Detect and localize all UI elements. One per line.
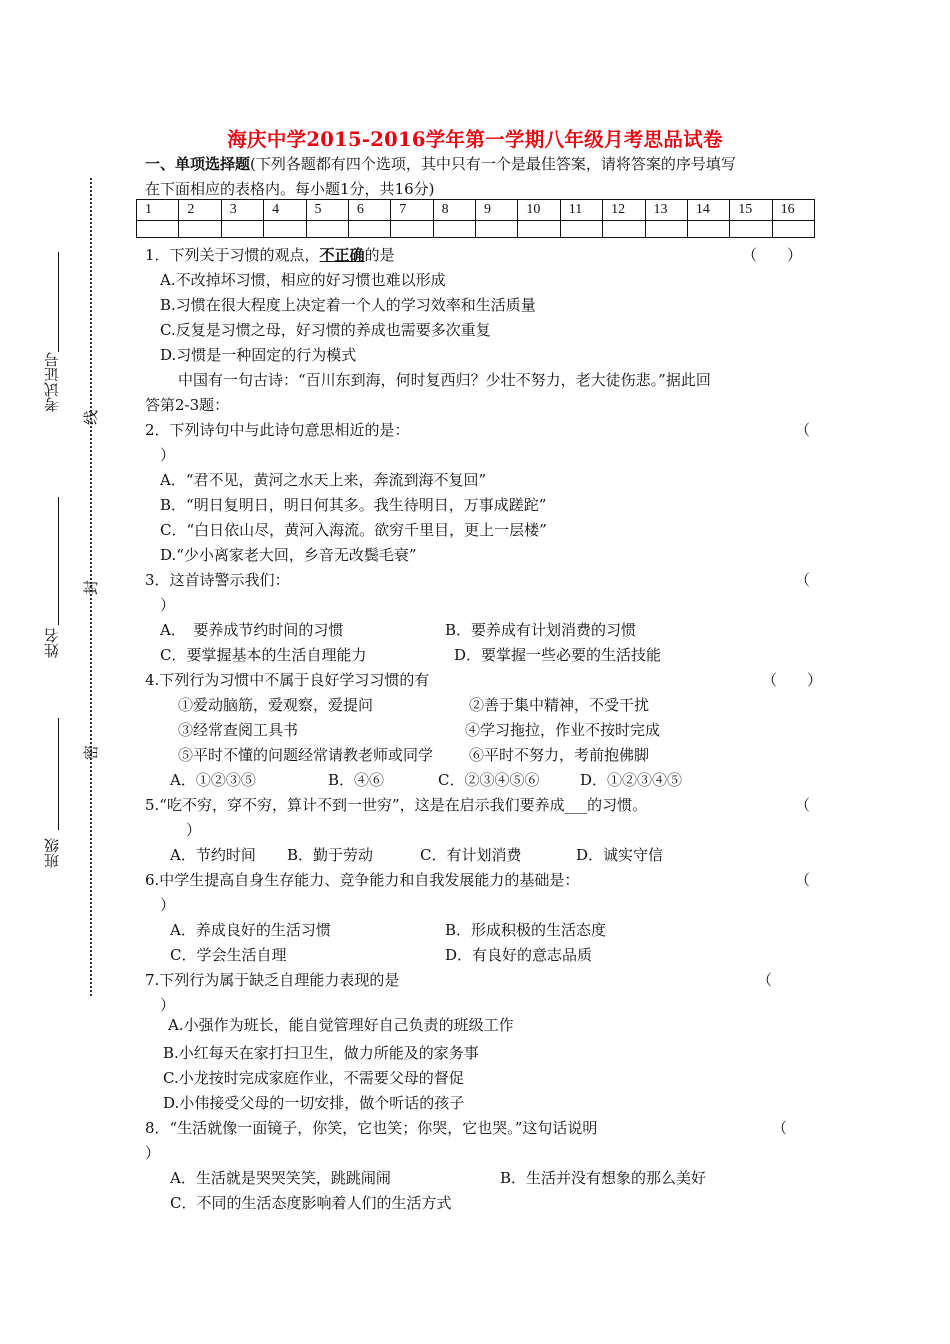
answer-cell[interactable] (221, 221, 263, 238)
q8-option-b: B．生活并没有想象的那么美好 (500, 1169, 707, 1187)
instruction-text-b: 在下面相应的表格内。每小题1分，共16分) (145, 180, 435, 198)
answer-number: 1 (137, 200, 179, 221)
question-6-paren-close: ） (160, 896, 176, 914)
answer-number: 10 (518, 200, 560, 221)
answer-number: 13 (645, 200, 687, 221)
answer-number: 15 (730, 200, 772, 221)
q1-stem-part: 1．下列关于习惯的观点， (145, 246, 320, 264)
seal-secret-label: 密 (83, 744, 98, 762)
question-1-stem (145, 245, 395, 265)
answer-cell[interactable] (645, 221, 687, 238)
question-4-paren: （ ） (762, 671, 823, 689)
class-underline (58, 718, 59, 830)
q7-option-d: D.小伟接受父母的一切安排，做个听话的孩子 (163, 1094, 465, 1112)
answer-table-header-row (137, 200, 815, 221)
q1-option-a: A.不改掉坏习惯，相应的好习惯也难以形成 (160, 271, 446, 289)
answer-table-blank-row (137, 221, 815, 238)
answer-cell[interactable] (306, 221, 348, 238)
question-6-paren-open: （ (795, 871, 811, 889)
q3-option-d: D．要掌握一些必要的生活技能 (454, 646, 662, 664)
answer-cell[interactable] (179, 221, 221, 238)
question-8-paren-open: （ (772, 1119, 788, 1137)
question-6-stem: 6.中学生提高自身生存能力、竞争能力和自我发展能力的基础是： (145, 871, 580, 889)
question-5-paren-close: ） (186, 821, 202, 839)
question-8-paren-close: ） (145, 1144, 161, 1162)
q4-item-1: ①爱动脑筋，爱观察，爱提问 (178, 696, 374, 714)
question-5-paren-open: （ (795, 796, 811, 814)
q6-option-a: A．养成良好的生活习惯 (170, 921, 331, 939)
answer-cell[interactable] (518, 221, 560, 238)
poem-intro-b: 答第2-3题： (145, 396, 230, 414)
q2-option-a: A．“君不见，黄河之水天上来，奔流到海不复回” (160, 471, 487, 489)
q3-option-b: B．要养成有计划消费的习惯 (445, 621, 637, 639)
q4-item-4: ④学习拖拉，作业不按时完成 (465, 721, 661, 739)
question-4-stem: 4.下列行为习惯中不属于良好学习习惯的有 (145, 671, 430, 689)
question-2-paren-open: （ (795, 421, 811, 439)
q6-option-b: B．形成积极的生活态度 (445, 921, 607, 939)
q5-option-a: A．节约时间 (170, 846, 256, 864)
answer-number: 12 (603, 200, 645, 221)
question-3-stem: 3．这首诗警示我们： (145, 571, 290, 589)
q5-option-c: C．有计划消费 (420, 846, 522, 864)
q4-option-a: A．①②③⑤ (170, 771, 256, 789)
answer-number: 6 (348, 200, 390, 221)
answer-number: 14 (687, 200, 729, 221)
answer-cell[interactable] (687, 221, 729, 238)
name-label: 姓名 (43, 628, 61, 658)
question-7-paren-close: ） (160, 996, 176, 1014)
exam-title: 海庆中学2015-2016学年第一学期八年级月考思品试卷 (227, 128, 723, 151)
answer-cell[interactable] (603, 221, 645, 238)
q4-item-3: ③经常查阅工具书 (178, 721, 299, 739)
q4-option-c: C．②③④⑤⑥ (438, 771, 540, 789)
question-2-paren-close: ） (160, 446, 176, 464)
q5-option-d: D．诚实守信 (576, 846, 664, 864)
section-instruction (145, 152, 825, 202)
answer-cell[interactable] (476, 221, 518, 238)
class-label: 班级 (43, 838, 61, 868)
question-2-stem: 2．下列诗句中与此诗句意思相近的是： (145, 421, 410, 439)
q8-option-c: C．不同的生活态度影响着人们的生活方式 (170, 1194, 452, 1212)
q7-option-a: A.小强作为班长，能自觉管理好自己负责的班级工作 (168, 1016, 514, 1034)
q1-option-d: D.习惯是一种固定的行为模式 (160, 346, 357, 364)
question-7-stem: 7.下列行为属于缺乏自理能力表现的是 (145, 971, 400, 989)
answer-cell[interactable] (348, 221, 390, 238)
question-1-paren: （ ） (742, 246, 803, 264)
answer-cell[interactable] (137, 221, 179, 238)
answer-cell[interactable] (730, 221, 772, 238)
answer-number: 3 (221, 200, 263, 221)
question-5-stem: 5.“吃不穷，穿不穷，算计不到一世穷”，这是在启示我们要养成___的习惯。 (145, 796, 648, 814)
q3-option-c: C．要掌握基本的生活自理能力 (160, 646, 367, 664)
answer-table (136, 199, 815, 238)
poem-intro-a: 中国有一句古诗：“百川东到海，何时复西归？少壮不努力，老大徒伤悲。”据此回 (178, 371, 711, 389)
exam-id-underline (58, 252, 59, 352)
q1-option-b: B.习惯在很大程度上决定着一个人的学习效率和生活质量 (160, 296, 536, 314)
answer-number: 2 (179, 200, 221, 221)
seal-seal-label: 封 (83, 579, 98, 597)
q4-item-6: ⑥平时不努力，考前抱佛脚 (469, 746, 650, 764)
answer-number: 8 (433, 200, 475, 221)
q2-option-c: C．“白日依山尽，黄河入海流。欲穷千里目，更上一层楼” (160, 521, 547, 539)
answer-number: 16 (772, 200, 814, 221)
question-3-paren-open: （ (795, 571, 811, 589)
q1-stem-part: 的是 (364, 246, 395, 264)
section-heading: 一、单项选择题 (145, 155, 251, 173)
answer-cell[interactable] (772, 221, 814, 238)
q1-stem-emphasis: 不正确 (319, 246, 365, 264)
exam-id-label: 考试证号 (43, 352, 61, 412)
question-3-paren-close: ） (160, 596, 176, 614)
question-7-paren-open: （ (757, 971, 773, 989)
q7-option-c: C.小龙按时完成家庭作业，不需要父母的督促 (163, 1069, 464, 1087)
answer-cell[interactable] (560, 221, 602, 238)
q2-option-b: B．“明日复明日，明日何其多。我生待明日，万事成蹉跎” (160, 496, 547, 514)
name-underline (58, 497, 59, 625)
q6-option-c: C．学会生活自理 (170, 946, 287, 964)
q4-option-b: B．④⑥ (328, 771, 385, 789)
q4-option-d: D．①②③④⑤ (580, 771, 683, 789)
answer-number: 7 (391, 200, 433, 221)
seal-line-label: 线 (83, 409, 98, 427)
q7-option-b: B.小红每天在家打扫卫生，做力所能及的家务事 (163, 1044, 479, 1062)
answer-cell[interactable] (391, 221, 433, 238)
q3-option-a: A． 要养成节约时间的习惯 (160, 621, 344, 639)
instruction-text-a: (下列各题都有四个选项，其中只有一个是最佳答案，请将答案的序号填写 (250, 155, 736, 173)
answer-number: 9 (476, 200, 518, 221)
answer-cell[interactable] (433, 221, 475, 238)
q2-option-d: D.“少小离家老大回，乡音无改鬓毛衰” (160, 546, 417, 564)
q5-option-b: B．勤于劳动 (287, 846, 374, 864)
question-8-stem: 8．“生活就像一面镜子，你笑，它也笑；你哭，它也哭。”这句话说明 (145, 1119, 598, 1137)
answer-cell[interactable] (264, 221, 306, 238)
q4-item-5: ⑤平时不懂的问题经常请教老师或同学 (178, 746, 434, 764)
q4-item-2: ②善于集中精神，不受干扰 (469, 696, 650, 714)
q1-option-c: C.反复是习惯之母，好习惯的养成也需要多次重复 (160, 321, 491, 339)
q6-option-d: D．有良好的意志品质 (445, 946, 593, 964)
answer-number: 4 (264, 200, 306, 221)
answer-number: 11 (560, 200, 602, 221)
answer-number: 5 (306, 200, 348, 221)
q8-option-a: A．生活就是哭哭笑笑，跳跳闹闹 (170, 1169, 391, 1187)
